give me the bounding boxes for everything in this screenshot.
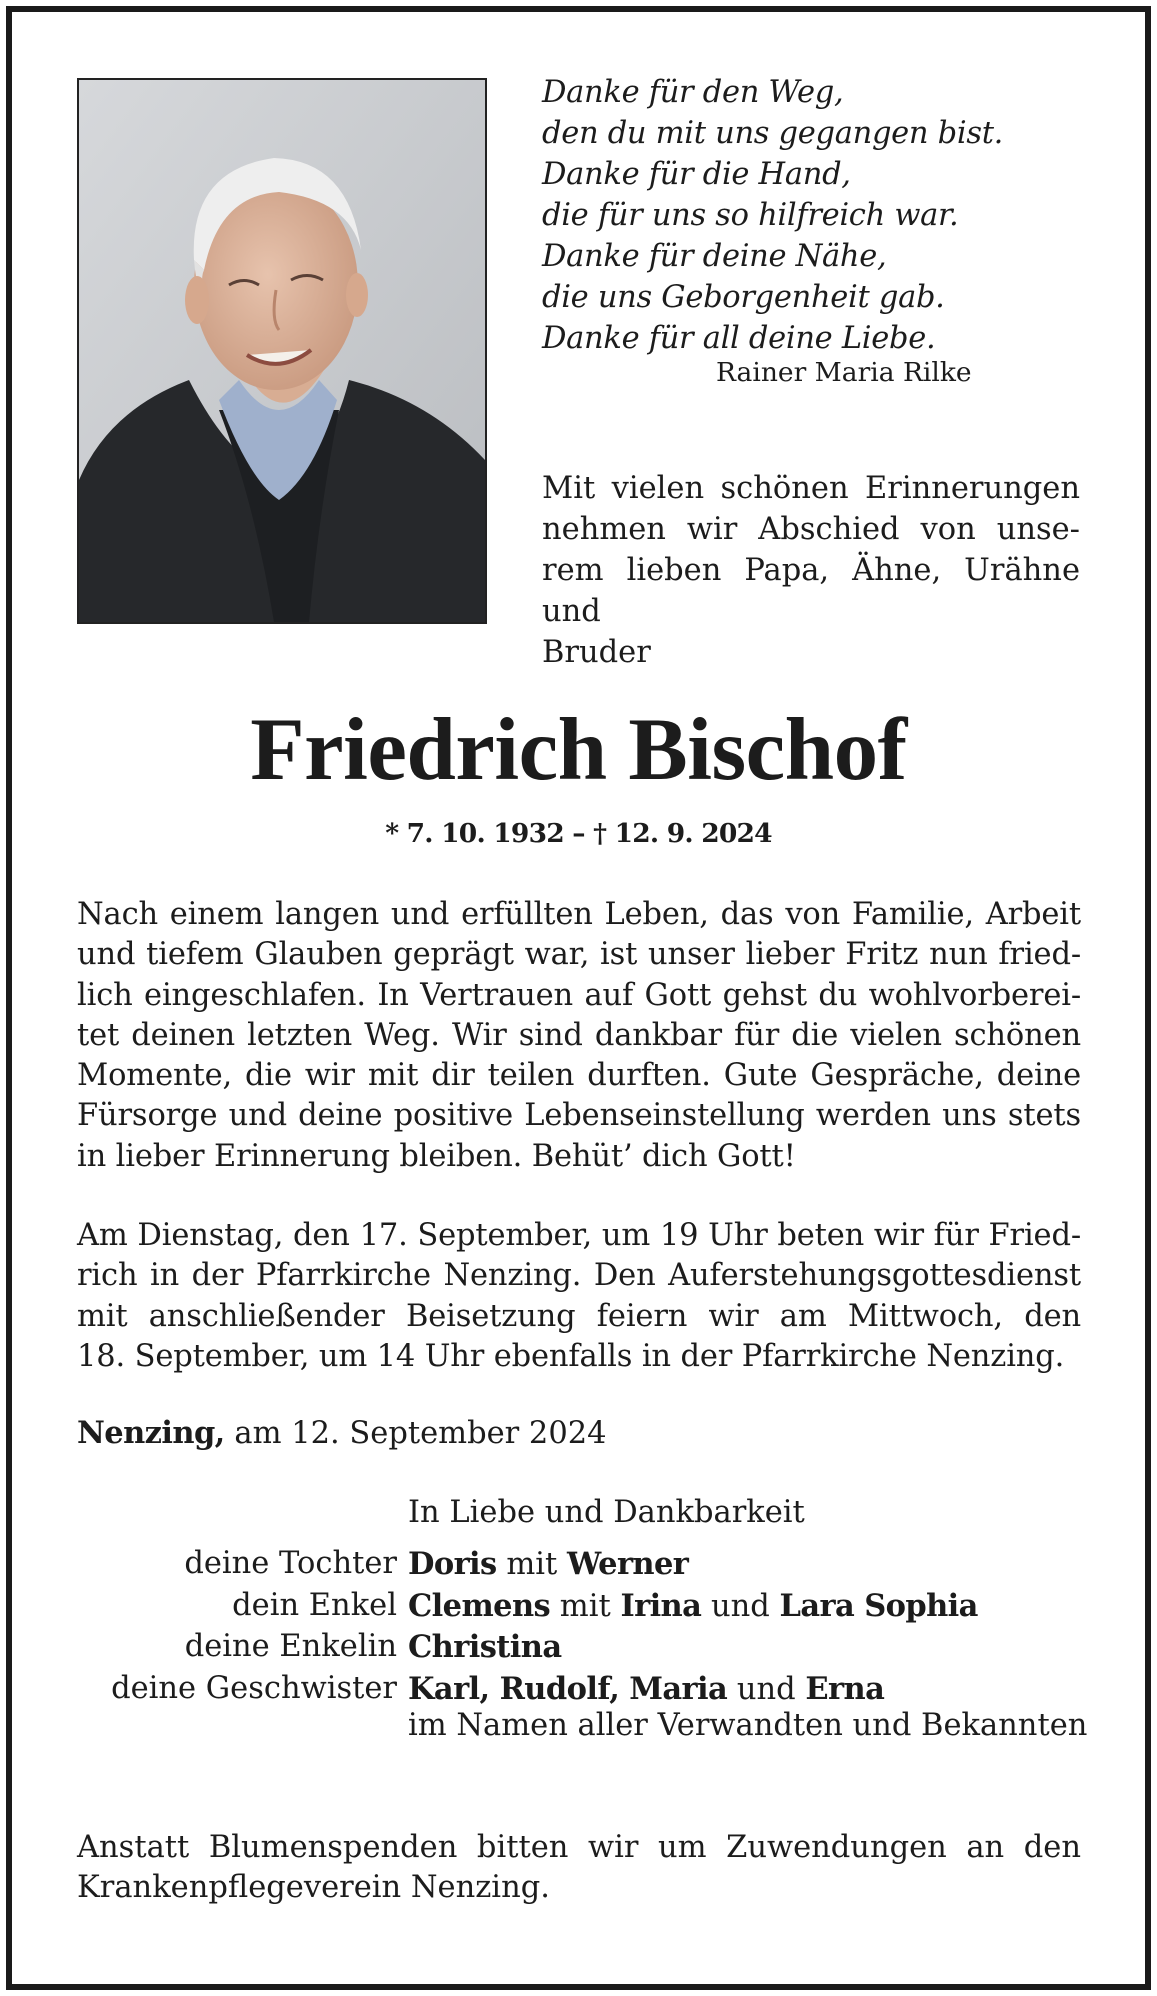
- poem-line: Danke für den Weg,: [542, 75, 844, 110]
- names: [408, 1627, 1081, 1669]
- poem-line: Danke für deine Nähe,: [542, 239, 887, 274]
- paragraph-line: mit anschließender Beisetzung feiern wir am Mittwoch, den: [77, 1298, 1081, 1334]
- paragraph-line: rich in der Pfarrkirche Nenzing. Den Auferstehungsgottesdienst: [77, 1258, 1081, 1294]
- paragraph-line: und tiefem Glauben geprägt war, ist unser lieber Fritz nun fried-: [77, 937, 1081, 973]
- poem-author: Rainer Maria Rilke: [716, 357, 972, 388]
- mourner-name: Clemens: [408, 1587, 551, 1624]
- mourner-row-daughter: [77, 1544, 1081, 1586]
- paragraph-line: Am Dienstag, den 17. September, um 19 Uhr beten wir für Fried-: [77, 1218, 1081, 1253]
- poem-line: Danke für all deine Liebe.: [542, 321, 936, 356]
- mourner-name: Lara Sophia: [779, 1587, 978, 1624]
- paragraph-line: Momente, die wir mit dir teilen durften. Gute Gespräche, deine: [77, 1058, 1081, 1094]
- obituary-paragraph: [77, 895, 1081, 1177]
- paragraph-line: tet deinen letzten Weg. Wir sind dankbar für die vielen schönen: [77, 1017, 1081, 1053]
- poem: [542, 72, 1102, 359]
- donation-note: [77, 1828, 1081, 1908]
- paragraph-line: lich eingeschlafen. In Vertrauen auf Gott gehst du wohlvorberei-: [77, 977, 1081, 1013]
- intro-line: Mit vielen schönen Erinnerungen: [542, 471, 1080, 506]
- funeral-info-paragraph: [77, 1216, 1081, 1377]
- signoff: In Liebe und Dankbarkeit: [408, 1495, 805, 1530]
- poem-line: Danke für die Hand,: [542, 157, 851, 192]
- place: Nenzing,: [77, 1415, 225, 1451]
- mourner-name: Christina: [408, 1629, 562, 1665]
- closing-line: Krankenpflegeverein Nenzing.: [77, 1870, 550, 1905]
- names: [408, 1544, 1081, 1586]
- mourner-row-siblings: [77, 1669, 1081, 1711]
- relation: deine Tochter: [184, 1546, 397, 1581]
- intro-line: rem lieben Papa, Ähne, Urähne und: [542, 553, 1080, 629]
- closing-line: Anstatt Blumenspenden bitten wir um Zuwendungen an den: [77, 1830, 1081, 1865]
- paragraph-line: Nach einem langen und erfüllten Leben, das von Familie, Arbeit: [77, 897, 1081, 932]
- conjunction: mit: [506, 1547, 558, 1582]
- poem-line: die für uns so hilfreich war.: [542, 198, 959, 233]
- place-date: [77, 1413, 607, 1454]
- names: [408, 1586, 1081, 1628]
- intro-line: nehmen wir Abschied von unse-: [542, 512, 1080, 547]
- poem-line: die uns Geborgenheit gab.: [542, 280, 945, 315]
- paragraph-line: 18. September, um 14 Uhr ebenfalls in der Pfarrkirche Nenzing.: [77, 1338, 1065, 1374]
- mourner-name: Werner: [566, 1546, 689, 1582]
- deceased-name: Friedrich Bischof: [250, 701, 907, 799]
- intro-line: Bruder: [542, 635, 651, 670]
- relation: deine Geschwister: [111, 1670, 397, 1706]
- conjunction: und: [736, 1671, 796, 1707]
- date: am 12. September 2024: [234, 1416, 607, 1451]
- intro-text: [542, 468, 1080, 673]
- conjunction: mit: [559, 1588, 611, 1624]
- mourner-name: Erna: [805, 1670, 885, 1707]
- on-behalf-line: im Namen aller Verwandten und Bekannten: [408, 1708, 1088, 1743]
- mourner-row-granddaughter: [77, 1627, 1081, 1669]
- conjunction: und: [711, 1588, 770, 1624]
- paragraph-line: Fürsorge und deine positive Lebenseinstellung werden uns stets: [77, 1098, 1081, 1134]
- names: [408, 1669, 1081, 1711]
- relation: dein Enkel: [232, 1587, 397, 1623]
- mourners-list: [77, 1544, 1081, 1710]
- mourner-name: Irina: [620, 1587, 702, 1624]
- paragraph-line: in lieber Erinnerung bleiben. Behüt’ dich Gott!: [77, 1138, 796, 1174]
- poem-line: den du mit uns gegangen bist.: [542, 116, 1004, 151]
- life-dates: * 7. 10. 1932 – † 12. 9. 2024: [385, 818, 772, 849]
- mourner-name: Doris: [408, 1546, 497, 1582]
- portrait-photo: [77, 78, 487, 624]
- mourner-row-grandson: [77, 1586, 1081, 1628]
- mourner-name: Karl, Rudolf, Maria: [408, 1670, 728, 1707]
- relation: deine Enkelin: [184, 1629, 397, 1664]
